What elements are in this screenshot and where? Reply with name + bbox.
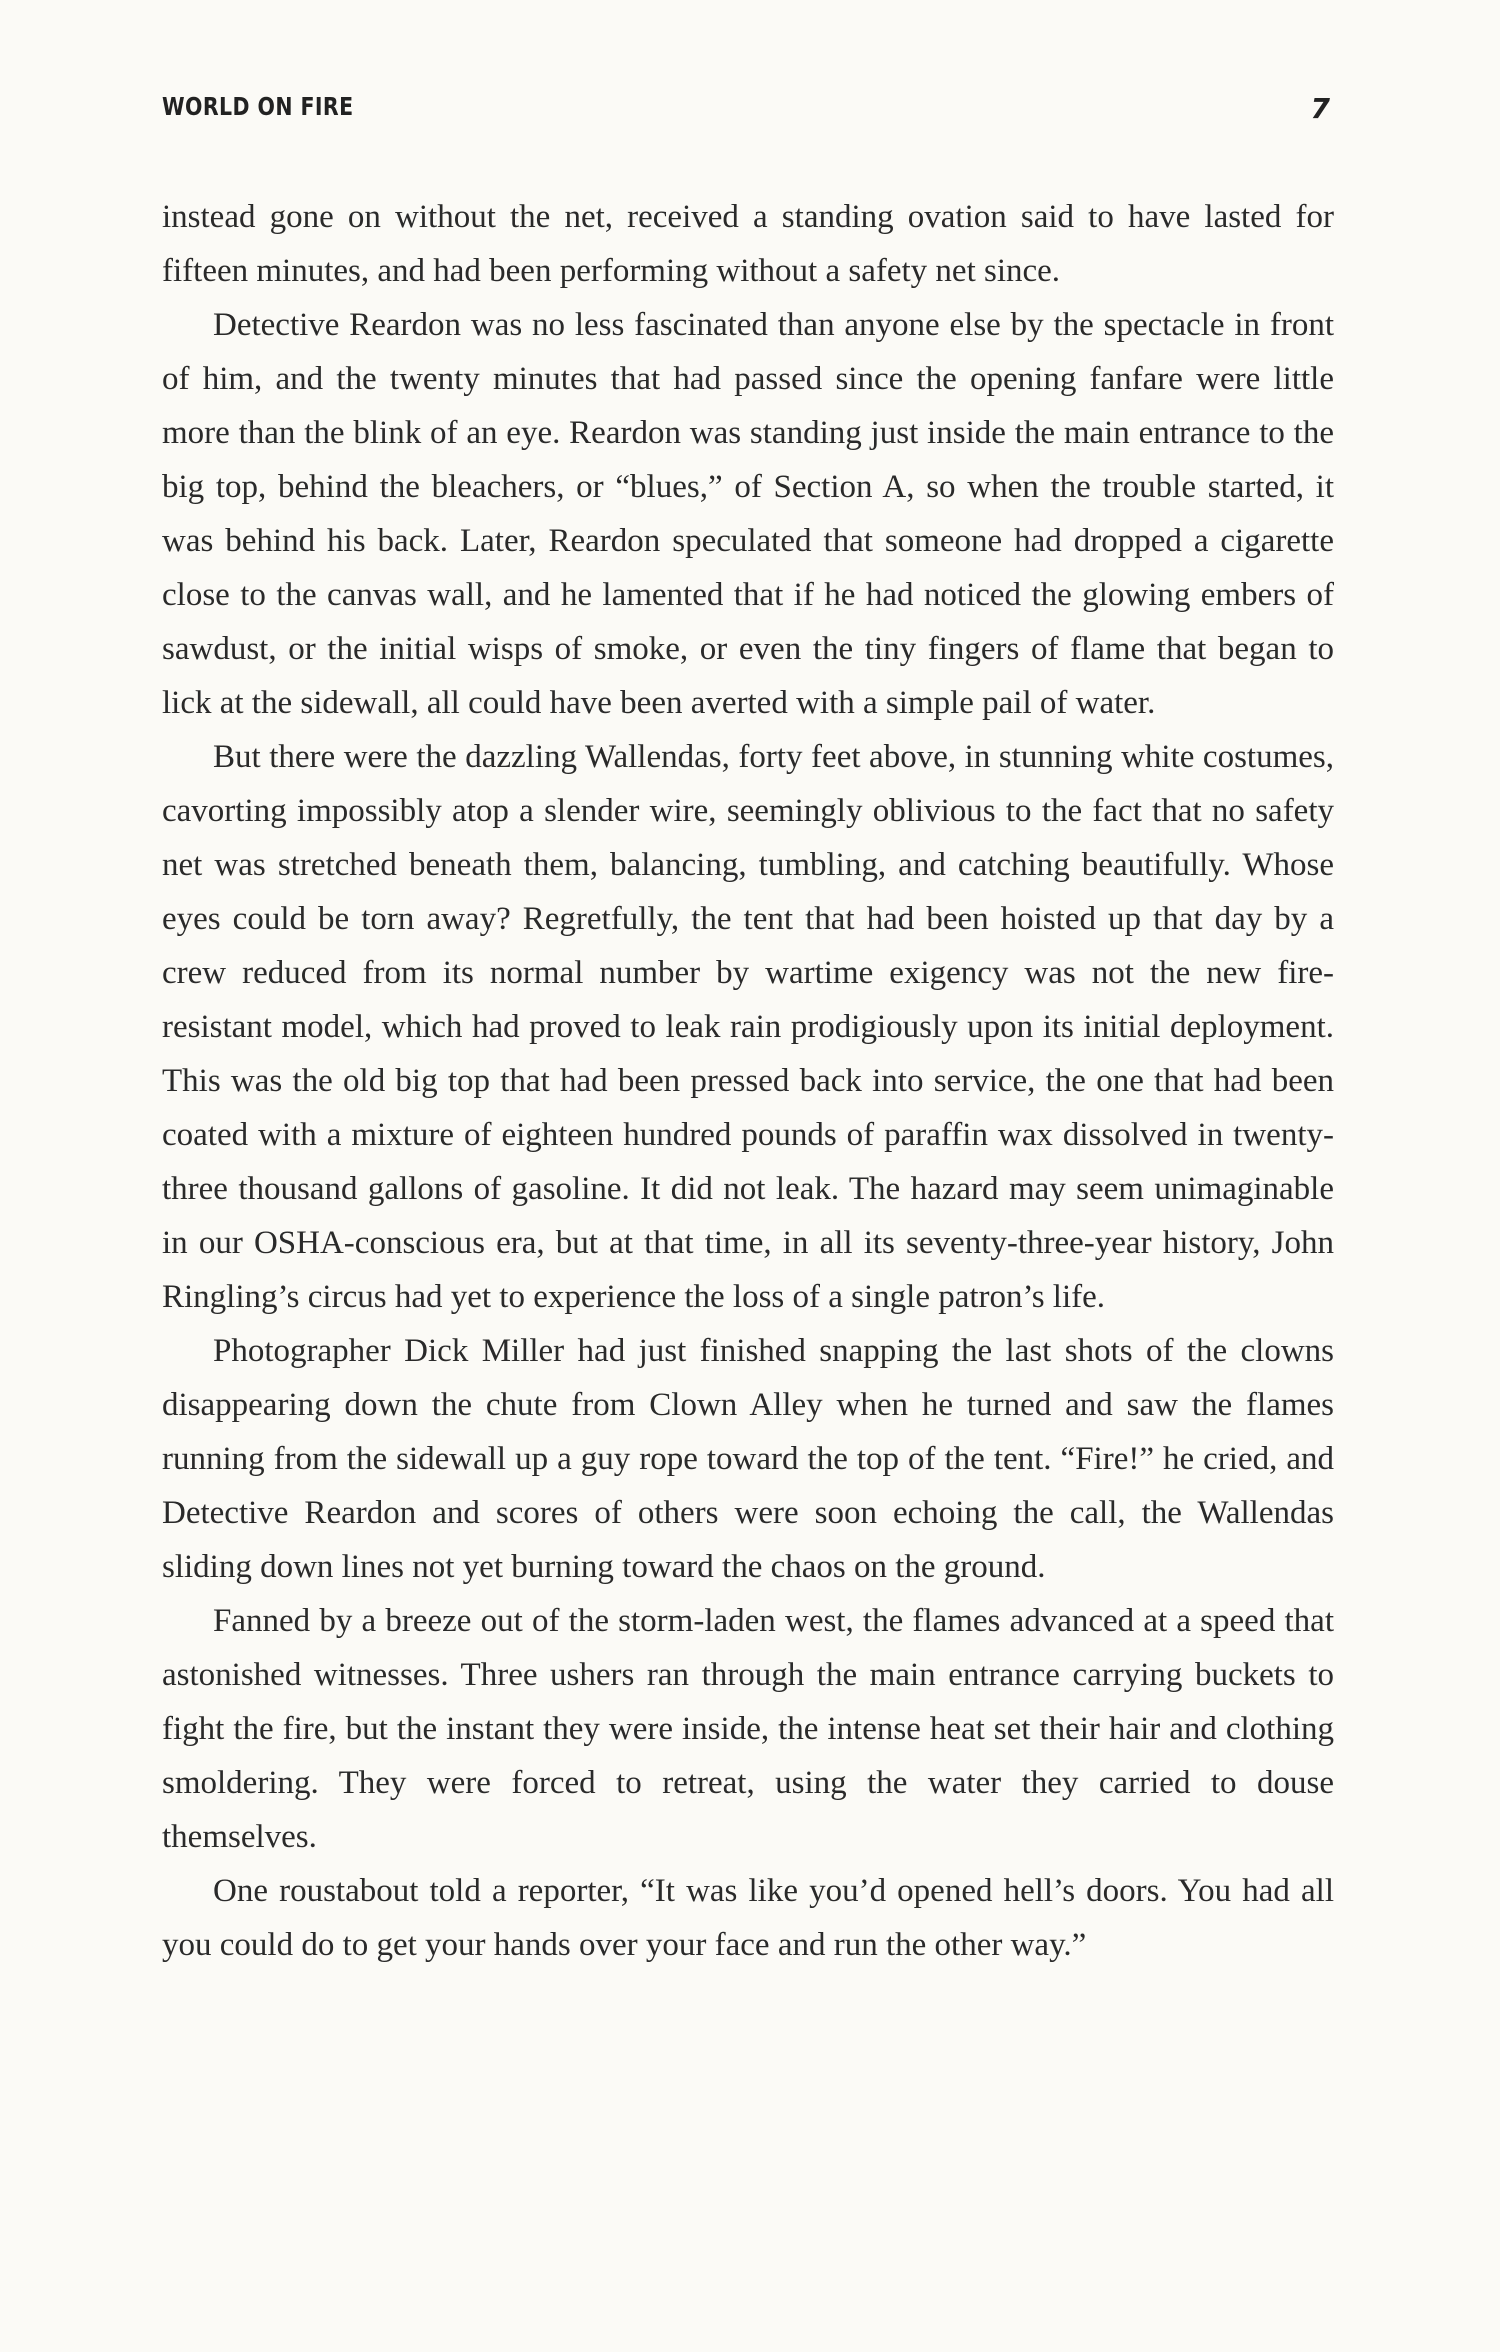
paragraph: Detective Reardon was no less fascinated than anyone else by the spectacle in front of him, and the twenty minutes that had passed since the opening fanfare were little more than the blink of an eye. Reardon was standing just inside the main entrance to the big top, behind the bleachers, or “blues,” of Section A, so when the trouble started, it was behind his back. Later, Reardon speculated that someone had dropped a cigarette close to the canvas wall, and he lamented that if he had noticed the glowing embers of sawdust, or the initial wisps of smoke, or even the tiny fingers of flame that began to lick at the sidewall, all could have been averted with a simple pail of water. bbox=[162, 307, 1334, 721]
book-title: WORLD ON FIRE bbox=[162, 92, 354, 121]
paragraph: But there were the dazzling Wallendas, forty feet above, in stunning white costumes, cavorting impossibly atop a slender wire, seemingly oblivious to the fact that no safety net was stretched beneath them, balancing, tumbling, and catching beautifully. Whose eyes could be torn away? Regretfully, the tent that had been hoisted up that day by a crew reduced from its normal number by wartime exigency was not the new fire-resistant model, which had proved to leak rain prodigiously upon its initial deployment. This was the old big top that had been pressed back into service, the one that had been coated with a mixture of eighteen hundred pounds of paraffin wax dissolved in twenty-three thousand gallons of gasoline. It did not leak. The hazard may seem unimaginable in our OSHA-conscious era, but at that time, in all its seventy-three-year history, John Ringling’s circus had yet to experience the loss of a single patron’s life. bbox=[162, 739, 1334, 1315]
paragraph: instead gone on without the net, received a standing ovation said to have lasted for fifteen minutes, and had been performing without a safety net since. bbox=[162, 199, 1334, 289]
paragraph: Fanned by a breeze out of the storm-laden west, the flames advanced at a speed that astonished witnesses. Three ushers ran through the main entrance carrying buckets to fight the fire, but the instant they were inside, the intense heat set their hair and clothing smoldering. They were forced to retreat, using the water they carried to douse themselves. bbox=[162, 1603, 1334, 1855]
body-text bbox=[162, 190, 1334, 1972]
running-head bbox=[162, 92, 1330, 132]
paragraph: One roustabout told a reporter, “It was like you’d opened hell’s doors. You had all you could do to get your hands over your face and run the other way.” bbox=[162, 1873, 1334, 1963]
paragraph: Photographer Dick Miller had just finished snapping the last shots of the clowns disappearing down the chute from Clown Alley when he turned and saw the flames running from the sidewall up a guy rope toward the top of the tent. “Fire!” he cried, and Detective Reardon and scores of others were soon echoing the call, the Wallendas sliding down lines not yet burning toward the chaos on the ground. bbox=[162, 1333, 1334, 1585]
page-number: 7 bbox=[1310, 92, 1330, 125]
